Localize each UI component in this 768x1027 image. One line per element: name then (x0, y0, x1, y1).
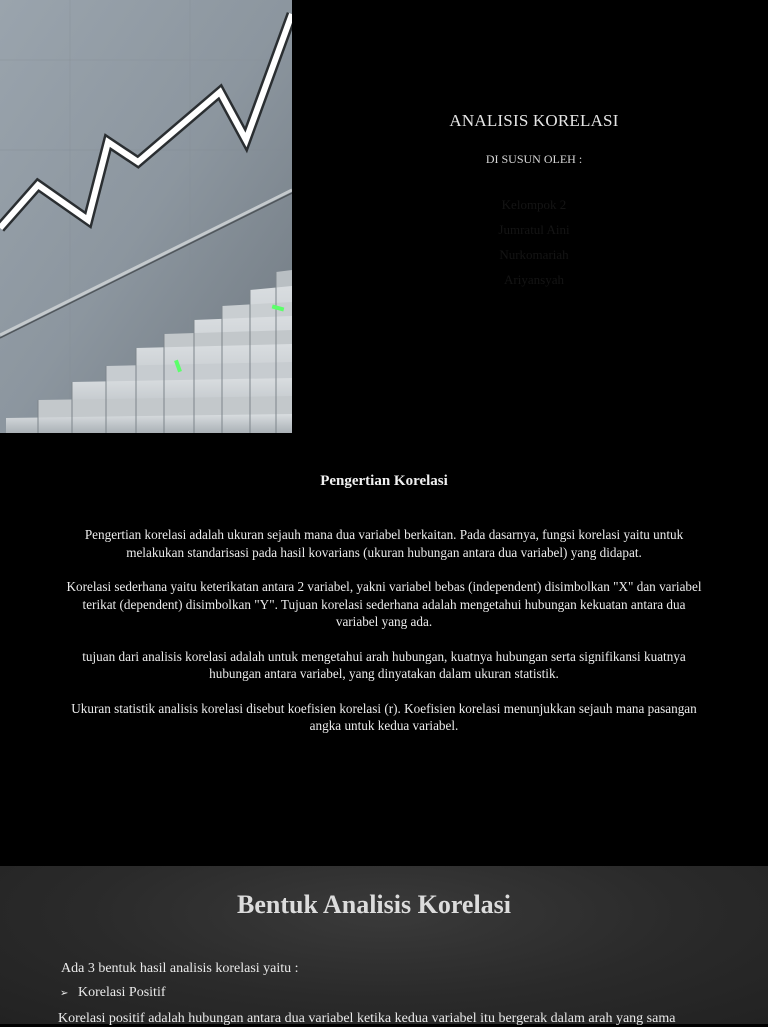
definition-slide (0, 434, 768, 866)
title-slide (0, 0, 768, 434)
bullet-item (60, 985, 166, 1001)
intro-text: Ada 3 bentuk hasil analisis korelasi yaitu : (61, 961, 299, 976)
slide-title: ANALISIS KORELASI (449, 111, 619, 130)
arrow-bullet-icon: ➢ (60, 988, 69, 999)
definition-body (62, 526, 706, 752)
author-label: DI SUSUN OLEH : (485, 152, 583, 166)
stairs-rising-arrow-photo (0, 0, 292, 433)
member-item: Nurkomariah (499, 247, 569, 262)
paragraph: Ukuran statistik analisis korelasi disebut koefisien korelasi (r). Koefisien korelasi menunjukkan sejauh mana pasangan angka untuk kedua variabel. (71, 700, 697, 733)
member-item: Ariyansyah (504, 272, 564, 287)
member-item: Kelompok 2 (501, 197, 567, 212)
section-heading: Pengertian Korelasi (320, 473, 448, 489)
paragraph: tujuan dari analisis korelasi adalah untuk mengetahui arah hubungan, kuatnya hubungan serta signifikansi kuatnya hubungan antara variabel, yang dinyatakan dalam ukuran statistik. (82, 648, 686, 681)
slide-heading: Bentuk Analisis Korelasi (236, 890, 512, 919)
member-list (300, 192, 768, 292)
forms-slide (0, 866, 768, 1024)
bullet-label: Korelasi Positif (78, 985, 166, 1000)
paragraph: Pengertian korelasi adalah ukuran sejauh mana dua variabel berkaitan. Pada dasarnya, fungsi korelasi yaitu untuk melakukan standarisasi pada hasil kovarians (ukuran hubungan antara dua variabel) yang didapat. (84, 527, 684, 560)
member-item: Jumratul Aini (498, 222, 570, 237)
paragraph: Korelasi sederhana yaitu keterikatan antara 2 variabel, yakni variabel bebas (independent) disimbolkan "X" dan variabel terikat (dependent) disimbolkan "Y". Tujuan korelasi sederhana adalah mengetahui hubungan kekuatan antara dua variabel yang ada. (66, 579, 702, 629)
description-text: Korelasi positif adalah hubungan antara dua variabel ketika kedua variabel itu bergerak dalam arah yang sama (58, 1011, 676, 1026)
